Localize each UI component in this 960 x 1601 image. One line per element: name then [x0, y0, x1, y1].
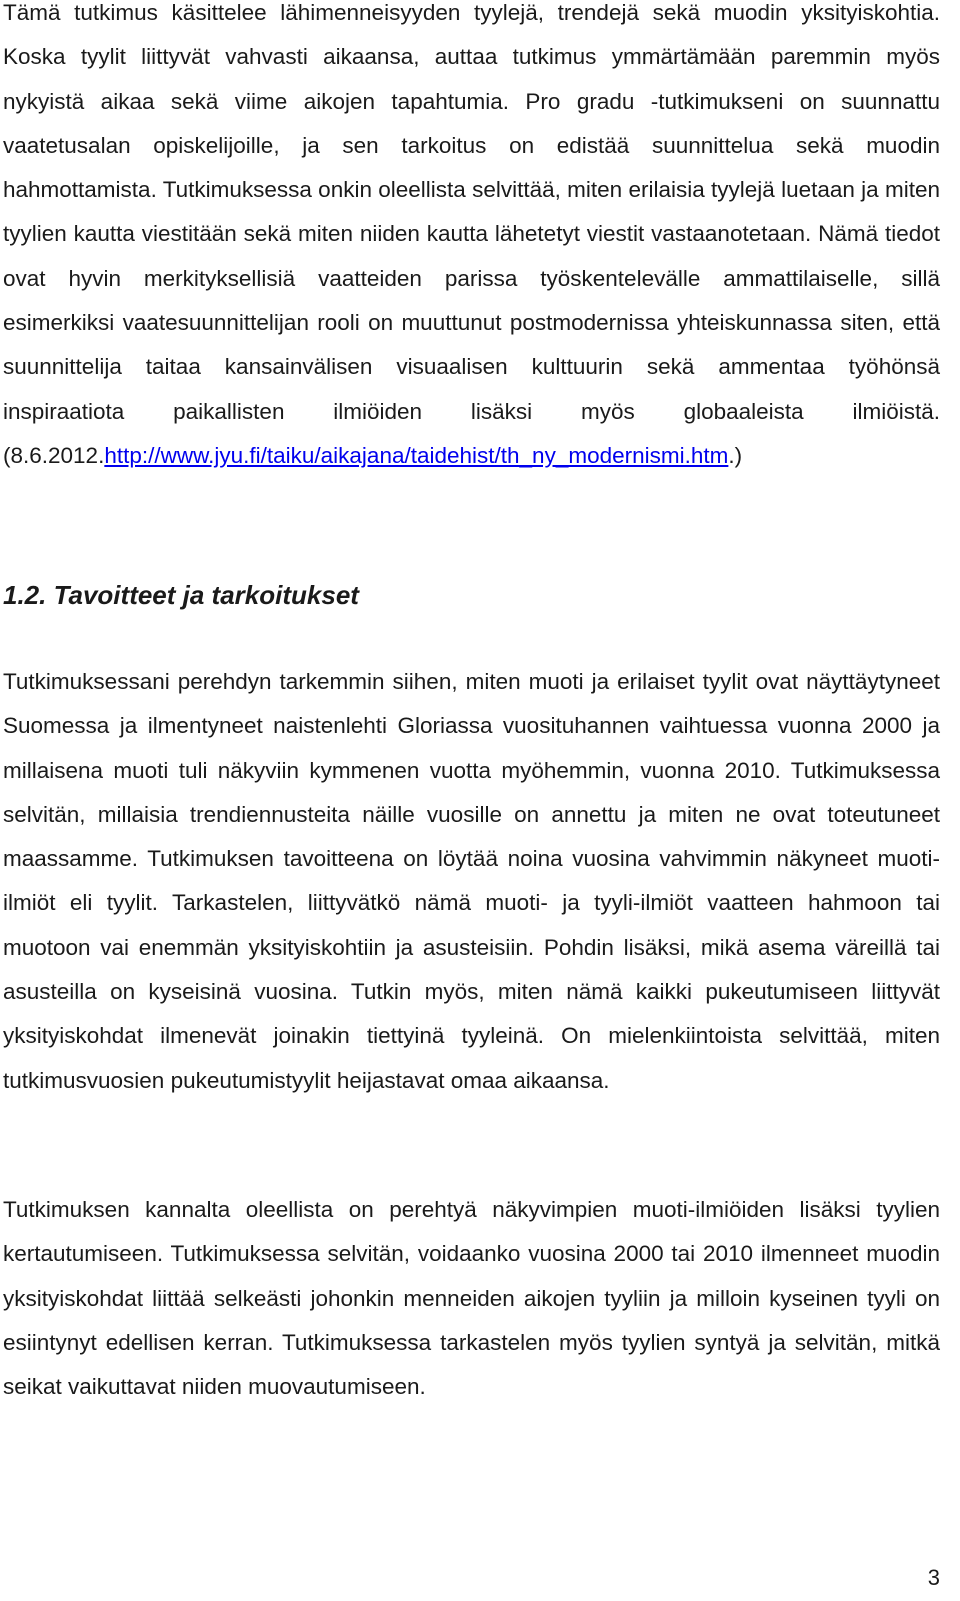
goals-paragraph: Tutkimuksessani perehdyn tarkemmin siihen, miten muoti ja erilaiset tyylit ovat näyttäytyneet Suomessa ja ilmentyneet naistenlehti Gloriassa vuosituhannen vaihtuessa vuonna 2000 ja millaisena muoti tuli näkyviin kymmenen vuotta myöhemmin, vuonna 2010. Tutkimuksessa selvitän, millaisia trendiennusteita näille vuosille on annettu ja miten ne ovat toteutuneet maassamme. Tutkimuksen tavoitteena on löytää noina vuosina vahvimmin näkyneet muoti-ilmiöt eli tyylit. Tarkastelen, liittyvätkö nämä muoti- ja tyyli-ilmiöt vaatteen hahmoon tai muotoon vai enemmän yksityiskohtiin ja asusteisiin. Pohdin lisäksi, mikä asema väreillä tai asusteilla on kyseisinä vuosina. Tutkin myös, miten nämä kaikki pukeutumiseen liittyvät yksityiskohdat ilmenevät joinakin tiettyinä tyyleinä. On mielenkiintoista selvittää, miten tutkimusvuosien pukeutumistyylit heijastavat omaa aikaansa.: [3, 669, 940, 1093]
intro-paragraph: [3, 0, 940, 478]
styles-paragraph: Tutkimuksen kannalta oleellista on perehtyä näkyvimpien muoti-ilmiöiden lisäksi tyylien kertautumiseen. Tutkimuksessa selvitän, voidaanko vuosina 2000 tai 2010 ilmenneet muodin yksityiskohdat liittää selkeästi johonkin menneiden aikojen tyyliin ja milloin kyseinen tyyli on esiintynyt edellisen kerran. Tutkimuksessa tarkastelen myös tyylien syntyä ja selvitän, mitkä seikat vaikuttavat niiden muovautumiseen.: [3, 1197, 940, 1400]
source-link[interactable]: http://www.jyu.fi/taiku/aikajana/taidehist/th_ny_modernismi.htm: [104, 442, 729, 468]
section-heading: 1.2. Tavoitteet ja tarkoitukset: [3, 580, 359, 610]
page-number: 3: [927, 1565, 940, 1590]
intro-paragraph-text: Tämä tutkimus käsittelee lähimenneisyyden tyylejä, trendejä sekä muodin yksityiskohtia. Koska tyylit liittyvät vahvasti aikaansa, auttaa tutkimus ymmärtämään paremmin myös nykyistä aikaa sekä viime aikojen tapahtumia. Pro gradu -tutkimukseni on suunnattu vaatetusalan opiskelijoille, ja sen tarkoitus on edistää suunnittelua sekä muodin hahmottamista. Tutkimuksessa onkin oleellista selvittää, miten erilaisia tyylejä luetaan ja miten tyylien kautta viestitään sekä miten niiden kautta lähetetyt viestit vastaanotetaan. Nämä tiedot ovat hyvin merkityksellisiä vaatteiden parissa työskentelevälle ammattilaiselle, sillä esimerkiksi vaatesuunnittelijan rooli on muuttunut postmodernissa yhteiskunnassa siten, että suunnittelija taitaa kansainvälisen visuaalisen kulttuurin sekä ammentaa työhönsä inspiraatiota paikallisten ilmiöiden lisäksi myös globaaleista ilmiöistä. (8.6.2012.: [3, 0, 940, 468]
intro-paragraph-closing: .): [728, 442, 743, 468]
